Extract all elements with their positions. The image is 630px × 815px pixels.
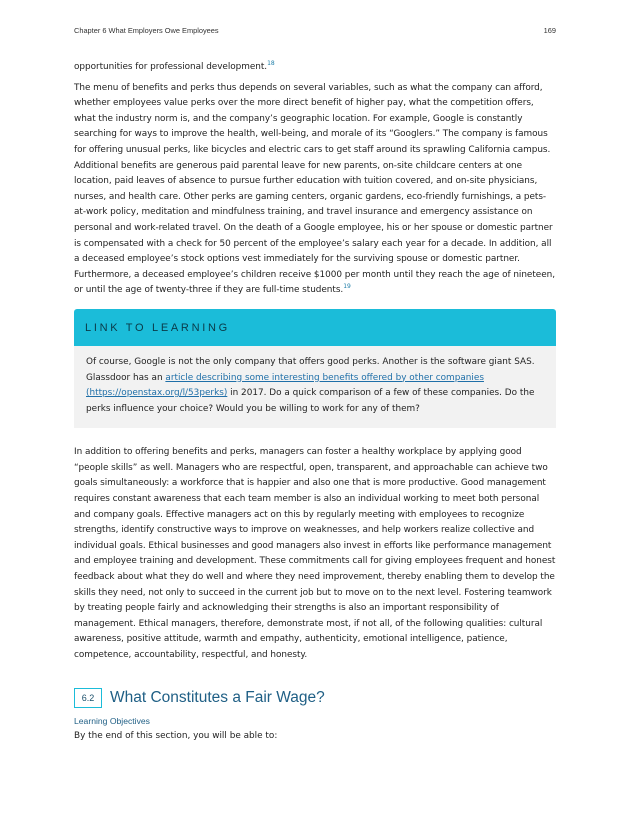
- chapter-title: Chapter 6 What Employers Owe Employees: [74, 26, 219, 35]
- paragraph-benefits: [74, 81, 556, 299]
- glassdoor-article-link[interactable]: article describing some interesting benefits offered by other companies (https://openstax.org/l/53perks): [86, 372, 484, 399]
- running-header: [74, 26, 556, 35]
- link-to-learning-box: [74, 309, 556, 428]
- link-box-text-before: Of course, Google is not the only company that offers good perks. Another is the software giant SAS. Glassdoor has an: [86, 356, 535, 383]
- link-to-learning-title: LINK TO LEARNING: [85, 322, 230, 335]
- link-box-text-after: in 2017. Do a quick comparison of a few of these companies. Do the perks influence your choice? Would you be willing to work for any of them?: [86, 388, 535, 414]
- page-content: [74, 60, 556, 744]
- intro-line: [74, 60, 556, 76]
- section-heading: [74, 688, 556, 708]
- section-title: What Constitutes a Fair Wage?: [110, 688, 325, 706]
- intro-text: opportunities for professional development.: [74, 62, 268, 72]
- footnote-ref-19[interactable]: 19: [343, 283, 351, 291]
- learning-objectives-intro: By the end of this section, you will be able to:: [74, 730, 278, 741]
- page-number: 169: [543, 26, 556, 35]
- link-to-learning-text: [86, 355, 544, 417]
- link-to-learning-body: [74, 346, 556, 428]
- footnote-ref-18[interactable]: 18: [267, 60, 275, 67]
- paragraph-benefits-text: The menu of benefits and perks thus depends on several variables, such as what the company can afford, whether employees value perks over the more direct benefit of higher pay, what the competition offers, what the industry norm is, and the company’s geographic location. For example, Google is constantly searching for ways to improve the health, well-being, and morale of its “Googlers.” The company is famous for offering unusual perks, like bicycles and electric cars to get staff around its sprawling California campus. Additional benefits are generous paid parental leave for new parents, on-site childcare centers at one location, paid leaves of absence to pursue further education with tuition covered, and on-site physicians, nurses, and health care. Other perks are gaming centers, organic gardens, eco-friendly furnishings, a pets-at-work policy, meditation and mindfulness training, and travel insurance and emergency assistance on personal and work-related travel. On the death of a Google employee, his or her spouse or domestic partner is compensated with a check for 50 percent of the employee’s salary each year for a decade. In addition, all a deceased employee’s stock options vest immediately for the surviving spouse or domestic partner. Furthermore, a deceased employee’s children receive $1000 per month until they reach the age of nineteen, or until the age of twenty-three if they are full-time students.: [74, 82, 555, 296]
- learning-objectives-label: Learning Objectives: [74, 715, 150, 726]
- link-to-learning-header: [74, 309, 556, 346]
- section-number-badge: 6.2: [74, 688, 102, 708]
- paragraph-people-skills: In addition to offering benefits and perks, managers can foster a healthy workplace by applying good “people skills” as well. Managers who are respectful, open, transparent, and approachable can achieve two goals simultaneously: a workforce that is happier and also one that is more productive. Good management requires constant awareness that each team member is also an individual working to meet both personal and company goals. Effective managers act on this by regularly meeting with employees to recognize strengths, identify constructive ways to improve on weaknesses, and help workers realize collective and individual goals. Ethical businesses and good managers also invest in efforts like performance management and employee training and development. These commitments call for giving employees frequent and honest feedback about what they do well and where they need improvement, thereby enabling them to develop the skills they need, not only to succeed in the current job but to move on to the next level. Fostering teamwork by treating people fairly and acknowledging their strengths is also an important responsibility of management. Ethical managers, therefore, demonstrate most, if not all, of the following qualities: cultural awareness, positive attitude, warmth and empathy, authenticity, emotional intelligence, patience, competence, accountability, respectful, and honesty.: [74, 447, 556, 660]
